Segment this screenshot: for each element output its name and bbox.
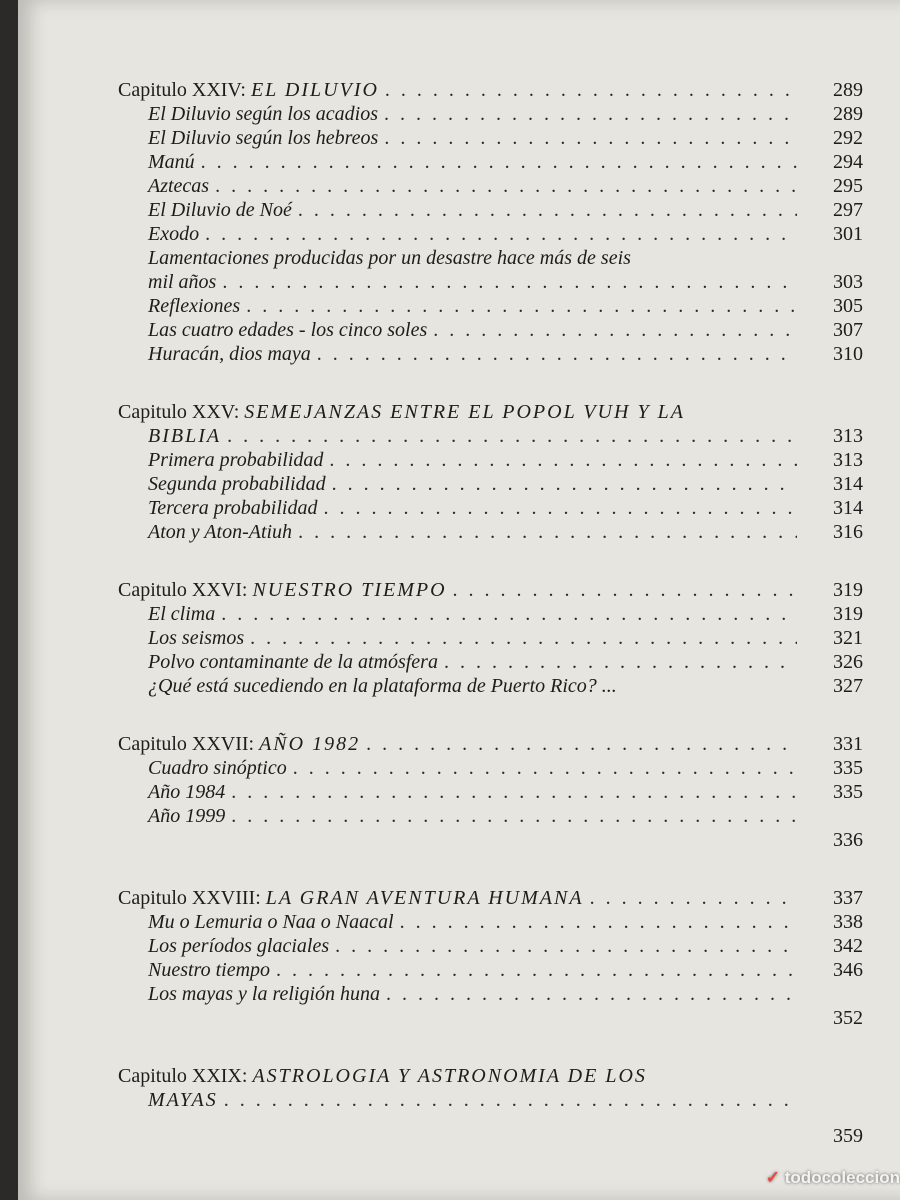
page-number: 314: [833, 497, 863, 519]
page-number: 294: [833, 151, 863, 173]
toc-entry: [118, 1124, 863, 1148]
page-number: 307: [833, 319, 863, 341]
page-number: 303: [833, 271, 863, 293]
entry-title: Cuadro sinóptico: [148, 757, 287, 779]
page-number: 295: [833, 175, 863, 197]
book-page: [18, 0, 900, 1200]
dot-leader: [222, 270, 797, 294]
page-number: 321: [833, 627, 863, 649]
entry-title: Manú: [148, 151, 195, 173]
chapter-title-line1: ASTROLOGIA Y ASTRONOMIA DE LOS: [252, 1065, 647, 1087]
chapter-label: Capitulo XXIX:: [118, 1065, 248, 1087]
toc-entry: [118, 958, 863, 982]
dot-leader: [386, 982, 797, 1006]
chapter-heading: [118, 732, 863, 756]
dot-leader: [444, 650, 797, 674]
toc-entry: [118, 602, 863, 626]
check-icon: ✓: [765, 1168, 781, 1187]
dot-leader: [433, 318, 797, 342]
dot-leader: [227, 424, 797, 448]
chapter-xxviii: [118, 886, 863, 1030]
dot-leader: [384, 126, 797, 150]
entry-title: Exodo: [148, 223, 200, 245]
dot-leader: [366, 732, 797, 756]
toc-entry: [118, 342, 863, 366]
toc-entry: [118, 496, 863, 520]
dot-leader: [250, 626, 797, 650]
page-number: 319: [833, 603, 863, 625]
toc-entry: [118, 198, 863, 222]
page-number: 337: [833, 887, 863, 909]
dot-leader: [329, 448, 797, 472]
entry-title: Polvo contaminante de la atmósfera: [148, 651, 438, 673]
dot-leader: [317, 342, 797, 366]
page-number: 331: [833, 733, 863, 755]
chapter-xxvi: [118, 578, 863, 698]
dot-leader: [221, 602, 797, 626]
toc-entry: [118, 294, 863, 318]
page-number: 336: [833, 829, 863, 851]
page-number: 310: [833, 343, 863, 365]
dot-leader: [400, 910, 797, 934]
entry-title: ¿Qué está sucediendo en la plataforma de Puerto Rico? ...: [148, 675, 617, 697]
dot-leader: [201, 150, 797, 174]
chapter-xxiv: [118, 78, 863, 366]
dot-leader: [298, 520, 797, 544]
dot-leader: [384, 102, 797, 126]
toc-entry: [118, 828, 863, 852]
watermark-logo: [766, 1168, 900, 1188]
dot-leader: [385, 78, 797, 102]
page-number: 335: [833, 781, 863, 803]
entry-title: Reflexiones: [148, 295, 241, 317]
entry-title: Las cuatro edades - los cinco soles: [148, 319, 428, 341]
watermark-text: todocoleccion: [784, 1168, 900, 1187]
toc-entry: [118, 910, 863, 934]
toc-entry: [118, 982, 863, 1006]
chapter-heading-line1: [118, 400, 863, 424]
page-number: 292: [833, 127, 863, 149]
entry-title-line1: Lamentaciones producidas por un desastre hace más de seis: [148, 247, 631, 269]
page-number: 313: [833, 425, 863, 447]
toc-entry: [118, 626, 863, 650]
dot-leader: [224, 1088, 797, 1112]
entry-title: El clima: [148, 603, 216, 625]
dot-leader: [453, 578, 797, 602]
chapter-label: Capitulo XXVII:: [118, 733, 255, 755]
dot-leader: [590, 886, 797, 910]
toc-entry: [118, 270, 863, 294]
toc-entry: [118, 222, 863, 246]
entry-title: Primera probabilidad: [148, 449, 324, 471]
page-number: 297: [833, 199, 863, 221]
entry-title: Año 1984: [148, 781, 226, 803]
page-number: 305: [833, 295, 863, 317]
dot-leader: [231, 780, 797, 804]
page-number: 342: [833, 935, 863, 957]
page-number: 313: [833, 449, 863, 471]
toc-entry: [118, 804, 863, 828]
page-number: 327: [833, 675, 863, 697]
dot-leader: [205, 222, 797, 246]
dot-leader: [231, 804, 797, 828]
entry-title: Huracán, dios maya: [148, 343, 311, 365]
toc-entry: [118, 126, 863, 150]
entry-title: Tercera probabilidad: [148, 497, 318, 519]
chapter-xxv: [118, 400, 863, 544]
toc-entry: [118, 756, 863, 780]
entry-title: Segunda probabilidad: [148, 473, 326, 495]
entry-title: El Diluvio según los acadios: [148, 103, 378, 125]
chapter-heading-line1: [118, 1064, 863, 1088]
toc-entry: [118, 102, 863, 126]
toc-entry: [118, 472, 863, 496]
chapter-label: Capitulo XXV:: [118, 401, 240, 423]
toc-entry: [118, 150, 863, 174]
entry-title: Aztecas: [148, 175, 210, 197]
chapter-title: AÑO 1982: [259, 733, 361, 755]
toc-entry: [118, 520, 863, 544]
page-number: 301: [833, 223, 863, 245]
toc-entry: [118, 674, 863, 698]
page-number: 314: [833, 473, 863, 495]
page-number: 289: [833, 103, 863, 125]
chapter-title: NUESTRO TIEMPO: [252, 579, 447, 601]
page-number: 335: [833, 757, 863, 779]
toc-entry: [118, 934, 863, 958]
entry-title: Nuestro tiempo: [148, 959, 271, 981]
chapter-title: EL DILUVIO: [250, 79, 379, 101]
toc-entry: [118, 318, 863, 342]
chapter-heading: [118, 78, 863, 102]
chapter-xxvii: [118, 732, 863, 852]
chapter-heading: [118, 886, 863, 910]
page-number: 346: [833, 959, 863, 981]
page-number: 316: [833, 521, 863, 543]
toc-entry: [118, 1006, 863, 1030]
entry-title: Aton y Aton-Atiuh: [148, 521, 293, 543]
dot-leader: [335, 934, 797, 958]
chapter-title: MAYAS: [148, 1089, 218, 1111]
dot-leader: [215, 174, 797, 198]
entry-title: Mu o Lemuria o Naa o Naacal: [148, 911, 394, 933]
dot-leader: [323, 496, 797, 520]
page-number: 326: [833, 651, 863, 673]
chapter-title: BIBLIA: [148, 425, 222, 447]
page-number: 289: [833, 79, 863, 101]
entry-title: El Diluvio según los hebreos: [148, 127, 379, 149]
chapter-title: LA GRAN AVENTURA HUMANA: [265, 887, 584, 909]
toc-entry: [118, 780, 863, 804]
dot-leader: [293, 756, 797, 780]
entry-title: Los mayas y la religión huna: [148, 983, 381, 1005]
chapter-title-line1: SEMEJANZAS ENTRE EL POPOL VUH Y LA: [244, 401, 685, 423]
chapter-heading: [118, 578, 863, 602]
entry-title: El Diluvio de Noé: [148, 199, 292, 221]
toc-entry: [118, 448, 863, 472]
chapter-label: Capitulo XXVI:: [118, 579, 248, 601]
chapter-label: Capitulo XXIV:: [118, 79, 246, 101]
toc-entry: [118, 174, 863, 198]
dot-leader: [276, 958, 797, 982]
toc-entry: [118, 650, 863, 674]
dot-leader: [332, 472, 797, 496]
page-number: 319: [833, 579, 863, 601]
chapter-xxix: [118, 1064, 863, 1148]
page-number: 338: [833, 911, 863, 933]
chapter-heading: [118, 1088, 863, 1112]
entry-title: Los períodos glaciales: [148, 935, 330, 957]
entry-title: Año 1999: [148, 805, 226, 827]
page-number: 359: [833, 1125, 863, 1147]
dot-leader: [246, 294, 797, 318]
entry-title: mil años: [148, 271, 217, 293]
entry-title: Los seismos: [148, 627, 245, 649]
chapter-heading: [118, 424, 863, 448]
table-of-contents: [118, 78, 863, 1182]
chapter-label: Capitulo XXVIII:: [118, 887, 261, 909]
dot-leader: [298, 198, 797, 222]
page-number: 352: [833, 1007, 863, 1029]
